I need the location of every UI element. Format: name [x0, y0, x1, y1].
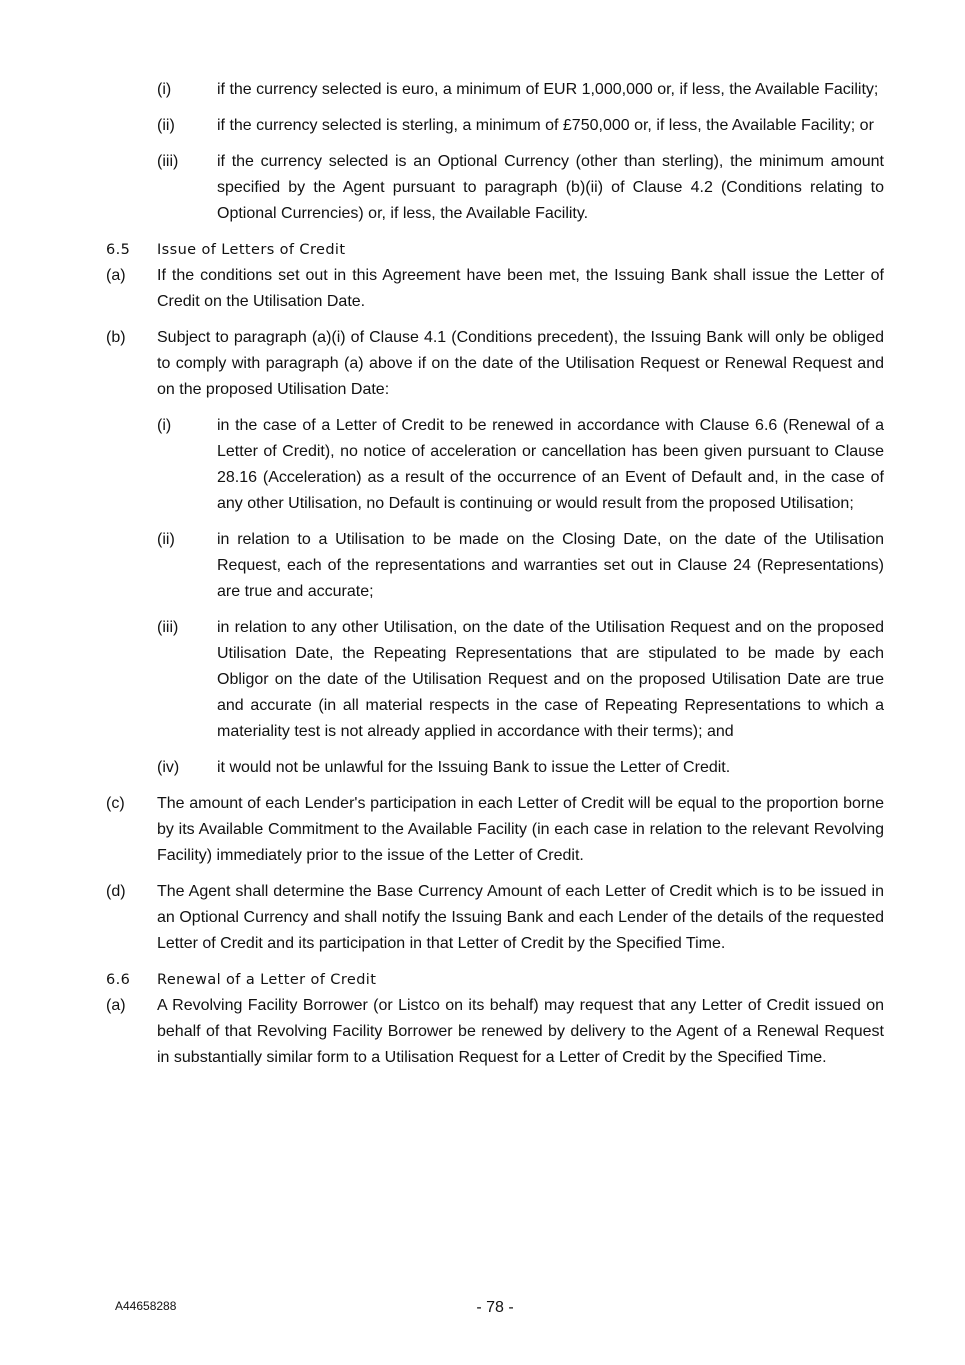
- clause-text: if the currency selected is an Optional Currency (other than sterling), the minimum amount specified by the Agent pursuant to paragraph (b)(ii) of Clause 4.2 (Conditions relating to Optional Currencies) or, if less, the Available Facility.: [217, 153, 884, 222]
- clause-paragraph: [106, 993, 884, 1071]
- clause-paragraph: [106, 263, 884, 315]
- clause-text: The amount of each Lender's participation in each Letter of Credit will be equal to the proportion borne by its Available Commitment to the Available Facility (in each case in relation to the relevant Revolving Facility) immediately prior to the issue of the Letter of Credit.: [157, 795, 884, 864]
- clause-label: (i): [157, 81, 172, 98]
- clause-text: A Revolving Facility Borrower (or Listco on its behalf) may request that any Letter of Credit issued on behalf of that Revolving Facility Borrower be renewed by delivery to the Agent of a Renewal Request in substantially similar form to a Utilisation Request for a Letter of Credit by the Specified Time.: [157, 997, 884, 1066]
- clause-paragraph: [157, 113, 884, 139]
- clause-label: (i): [157, 417, 172, 434]
- clause-paragraph: [157, 149, 884, 227]
- section-heading: [106, 237, 884, 263]
- clause-label: (iii): [157, 619, 179, 636]
- section-title: Issue of Letters of Credit: [157, 242, 346, 258]
- clause-text: in relation to a Utilisation to be made on the Closing Date, on the date of the Utilisation Request, each of the representations and warranties set out in Clause 24 (Representations) are true and accurate;: [217, 531, 884, 600]
- clause-label: (c): [106, 795, 125, 812]
- clause-paragraph: [106, 325, 884, 403]
- document-body: [106, 77, 884, 1081]
- clause-text: The Agent shall determine the Base Currency Amount of each Letter of Credit which is to be issued in an Optional Currency and shall notify the Issuing Bank and each Lender of the details of the requested Letter of Credit and its participation in that Letter of Credit by the Specified Time.: [157, 883, 884, 952]
- clause-paragraph: [157, 413, 884, 517]
- clause-paragraph: [157, 615, 884, 745]
- clause-text: if the currency selected is sterling, a minimum of £750,000 or, if less, the Available Facility; or: [217, 117, 874, 134]
- clause-label: (ii): [157, 117, 175, 134]
- clause-label: (a): [106, 267, 126, 284]
- clause-paragraph: [157, 77, 884, 103]
- section-number: 6.6: [106, 972, 131, 988]
- clause-text: in the case of a Letter of Credit to be renewed in accordance with Clause 6.6 (Renewal of a Letter of Credit), no notice of acceleration or cancellation has been given pursuant to Clause 28.16 (Acceleration) as a result of the occurrence of an Event of Default and, in the case of any other Utilisation, no Default is continuing or would result from the proposed Utilisation;: [217, 417, 884, 512]
- section-number: 6.5: [106, 242, 131, 258]
- clause-label: (iv): [157, 759, 180, 776]
- clause-paragraph: [106, 879, 884, 957]
- clause-text: in relation to any other Utilisation, on the date of the Utilisation Request and on the proposed Utilisation Date, the Repeating Representations that are stipulated to be made by each Obligor on the date of the Utilisation Request and on the proposed Utilisation Date are true and accurate (in all material respects in the case of Repeating Representations to which a materiality test is not already applied in accordance with their terms); and: [217, 619, 884, 740]
- clause-label: (iii): [157, 153, 179, 170]
- clause-label: (d): [106, 883, 126, 900]
- clause-text: if the currency selected is euro, a minimum of EUR 1,000,000 or, if less, the Available Facility;: [217, 81, 879, 98]
- clause-label: (b): [106, 329, 126, 346]
- clause-text: Subject to paragraph (a)(i) of Clause 4.1 (Conditions precedent), the Issuing Bank will only be obliged to comply with paragraph (a) above if on the date of the Utilisation Request or Renewal Request and on the proposed Utilisation Date:: [157, 329, 884, 398]
- clause-paragraph: [157, 755, 884, 781]
- document-id: A44658288: [115, 1299, 177, 1313]
- section-heading: [106, 967, 884, 993]
- clause-paragraph: [106, 791, 884, 869]
- clause-label: (a): [106, 997, 126, 1014]
- clause-label: (ii): [157, 531, 175, 548]
- clause-text: If the conditions set out in this Agreement have been met, the Issuing Bank shall issue the Letter of Credit on the Utilisation Date.: [157, 267, 884, 310]
- clause-text: it would not be unlawful for the Issuing Bank to issue the Letter of Credit.: [217, 759, 731, 776]
- clause-paragraph: [157, 527, 884, 605]
- section-title: Renewal of a Letter of Credit: [157, 972, 377, 988]
- page-number: - 78 -: [476, 1299, 514, 1316]
